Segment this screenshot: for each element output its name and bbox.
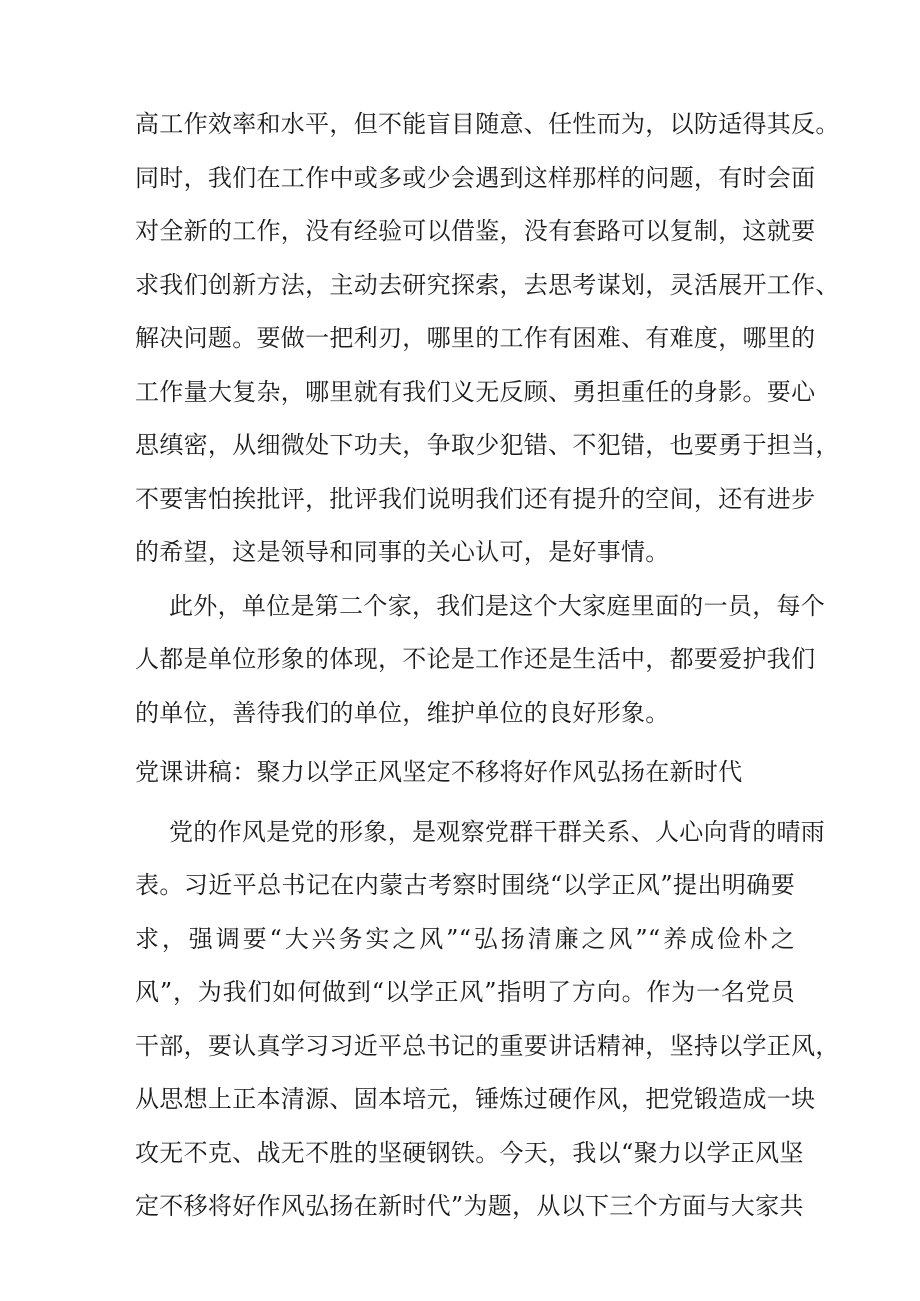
paragraph-line: 求，强调要“大兴务实之风”“弘扬清廉之风”“养成俭朴之: [135, 924, 795, 953]
paragraph-line: 的单位，善待我们的单位，维护单位的良好形象。: [135, 698, 670, 727]
section-heading: 党课讲稿：聚力以学正风坚定不移将好作风弘扬在新时代: [135, 757, 743, 786]
paragraph-line: 不要害怕挨批评，批评我们说明我们还有提升的空间，还有进步: [135, 484, 816, 513]
paragraph-line: 求我们创新方法，主动去研究探索，去思考谋划，灵活展开工作、: [135, 270, 840, 299]
paragraph-line: 干部，要认真学习习近平总书记的重要讲话精神，坚持以学正风，: [135, 1031, 840, 1060]
paragraph-line: 对全新的工作，没有经验可以借鉴，没有套路可以复制，这就要: [135, 217, 816, 245]
paragraph-line: 定不移将好作风弘扬在新时代”为题，从以下三个方面与大家共: [135, 1192, 804, 1220]
paragraph-line: 攻无不克、战无不胜的坚硬钢铁。今天，我以“聚力以学正风坚: [135, 1138, 804, 1167]
paragraph-3: [135, 812, 840, 1227]
paragraph-line: 从思想上正本清源、固本培元，锤炼过硬作风，把党锻造成一块: [135, 1085, 816, 1113]
paragraph-line: 的希望，这是领导和同事的关心认可，是好事情。: [135, 538, 670, 566]
paragraph-line: 此外，单位是第二个家，我们是这个大家庭里面的一员，每个: [169, 591, 826, 620]
paragraph-line: 党的作风是党的形象，是观察党群干群关系、人心向背的晴雨: [169, 817, 826, 846]
paragraph-line: 工作量大复杂，哪里就有我们义无反顾、勇担重任的身影。要心: [135, 377, 816, 406]
paragraph-1: [135, 104, 840, 572]
paragraph-line: 表。习近平总书记在内蒙古考察时围绕“以学正风”提出明确要: [135, 871, 795, 899]
paragraph-line: 高工作效率和水平，但不能盲目随意、任性而为，以防适得其反。: [135, 110, 840, 138]
paragraph-line: 解决问题。要做一把利刃，哪里的工作有困难、有难度，哪里的: [135, 324, 816, 352]
paragraph-line: 同时，我们在工作中或多或少会遇到这样那样的问题，有时会面: [135, 163, 816, 192]
paragraph-line: 人都是单位形象的体现，不论是工作还是生活中，都要爱护我们: [135, 645, 816, 673]
paragraph-line: 风”，为我们如何做到“以学正风”指明了方向。作为一名党员: [135, 978, 795, 1006]
document-page: [135, 104, 840, 1240]
paragraph-2: [135, 586, 826, 733]
paragraph-line: 思缜密，从细微处下功夫，争取少犯错、不犯错，也要勇于担当，: [135, 431, 840, 459]
